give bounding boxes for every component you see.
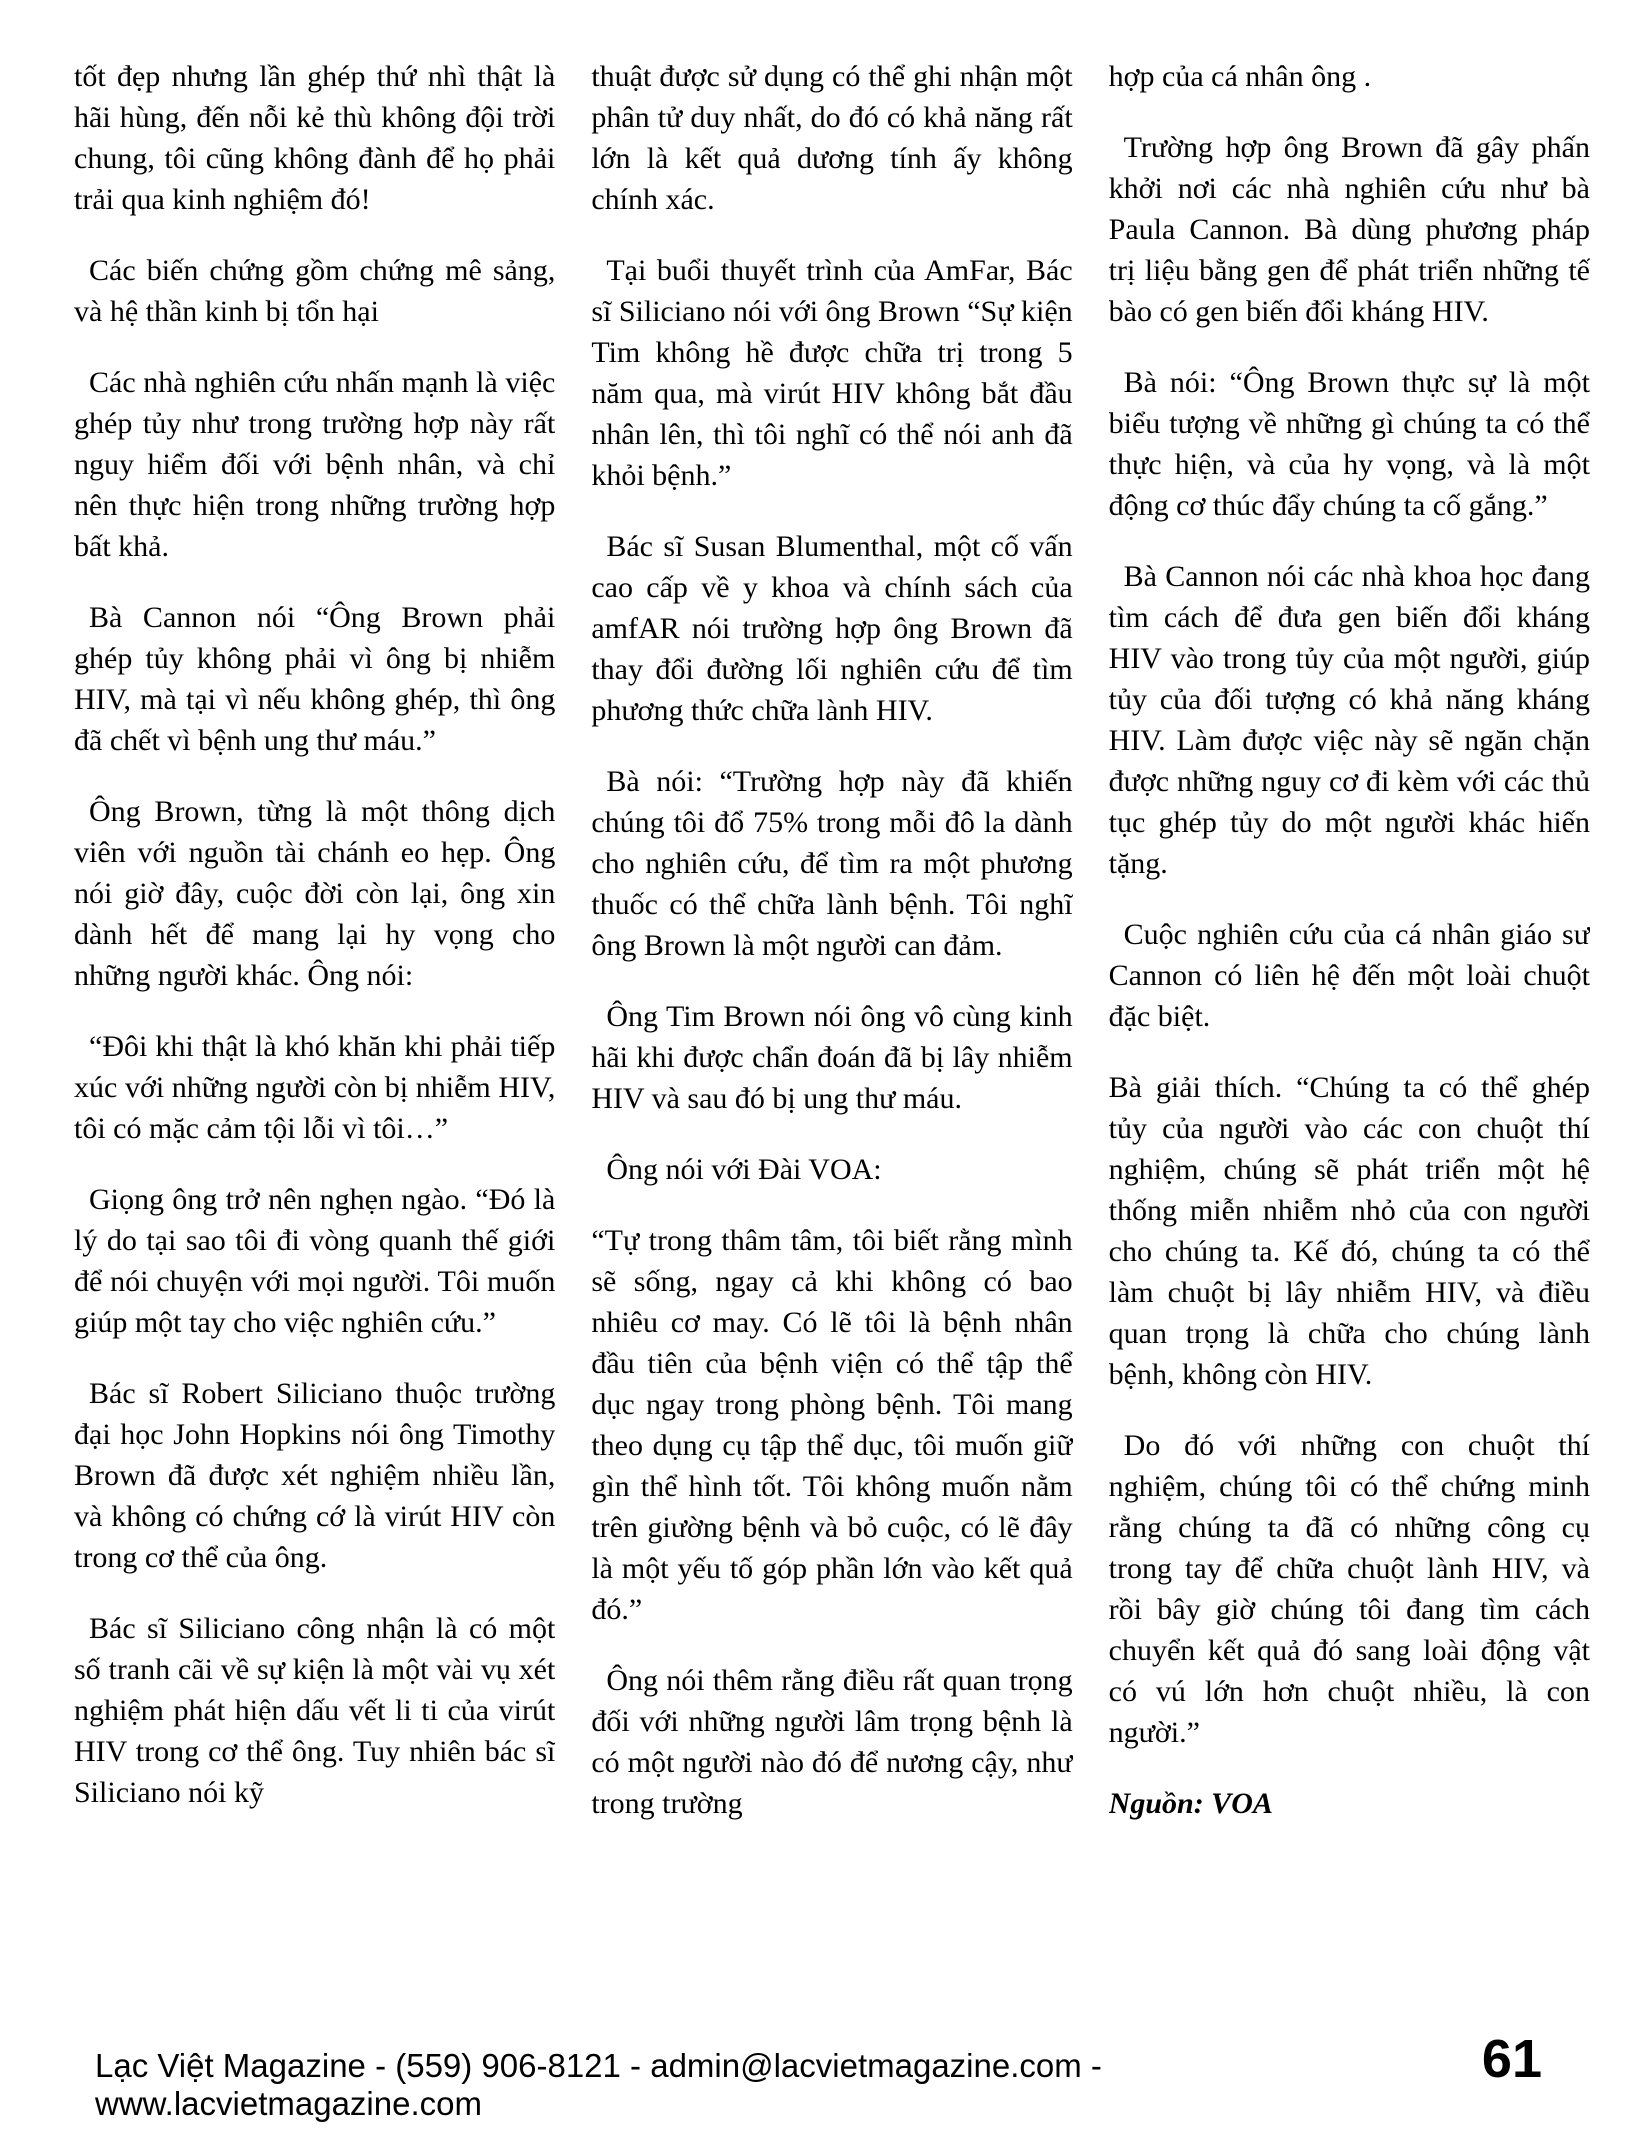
column-1 (74, 56, 555, 1996)
paragraph: Bà giải thích. “Chúng ta có thể ghép tủy của người vào các con chuột thí nghiệm, chúng sẽ phát triển một hệ thống miễn nhiễm nhỏ của con người cho chúng ta. Kế đó, chúng ta có thể làm chuột bị lây nhiễm HIV, và điều quan trọng là chữa cho chúng lành bệnh, không còn HIV. (1108, 1071, 1590, 1391)
paragraph: Cuộc nghiên cứu của cá nhân giáo sư Cannon có liên hệ đến một loài chuột đặc biệt. (1108, 918, 1590, 1033)
paragraph: hợp của cá nhân ông . (1108, 60, 1372, 93)
paragraph: Bác sĩ Robert Siliciano thuộc trường đại học John Hopkins nói ông Timothy Brown đã được xét nghiệm nhiều lần, và không có chứng cớ là virút HIV còn trong cơ thể của ông. (74, 1377, 556, 1574)
page-number: 61 (1481, 2029, 1542, 2089)
paragraph: Các biến chứng gồm chứng mê sảng, và hệ thần kinh bị tổn hại (74, 254, 556, 328)
paragraph: Ông Brown, từng là một thông dịch viên với nguồn tài chánh eo hẹp. Ông nói giờ đây, cuộc đời còn lại, ông xin dành hết để mang lại hy vọng cho những người khác. Ông nói: (74, 795, 556, 992)
page-footer (95, 2028, 1542, 2123)
paragraph: Ông nói với Đài VOA: (606, 1153, 882, 1186)
paragraph: Giọng ông trở nên nghẹn ngào. “Đó là lý do tại sao tôi đi vòng quanh thế giới để nói chuyện với mọi người. Tôi muốn giúp một tay cho việc nghiên cứu.” (74, 1183, 556, 1339)
paragraph: Tại buổi thuyết trình của AmFar, Bác sĩ Siliciano nói với ông Brown “Sự kiện Tim không hề được chữa trị trong 5 năm qua, mà virút HIV không bắt đầu nhân lên, thì tôi nghĩ có thể nói anh đã khỏi bệnh.” (591, 254, 1073, 492)
paragraph: Các nhà nghiên cứu nhấn mạnh là việc ghép tủy như trong trường hợp này rất nguy hiểm đối với bệnh nhân, và chỉ nên thực hiện trong những trường hợp bất khả. (74, 366, 556, 563)
paragraph: Ông Tim Brown nói ông vô cùng kinh hãi khi được chẩn đoán đã bị lây nhiễm HIV và sau đó bị ung thư máu. (591, 1000, 1073, 1115)
paragraph: Bà Cannon nói các nhà khoa học đang tìm cách để đưa gen biến đổi kháng HIV vào trong tủy của một người, giúp tủy của đối tượng có khả năng kháng HIV. Làm được việc này sẽ ngăn chặn được những nguy cơ đi kèm với các thủ tục ghép tủy do một người khác hiến tặng. (1108, 560, 1590, 880)
paragraph: Nguồn: VOA (1108, 1787, 1273, 1820)
paragraph: Bác sĩ Siliciano công nhận là có một số tranh cãi về sự kiện là một vài vụ xét nghiệm phát hiện dấu vết li ti của virút HIV trong cơ thể ông. Tuy nhiên bác sĩ Siliciano nói kỹ (74, 1612, 556, 1809)
paragraph: Bà nói: “Trường hợp này đã khiến chúng tôi đổ 75% trong mỗi đô la dành cho nghiên cứu, để tìm ra một phương thuốc có thể chữa lành bệnh. Tôi nghĩ ông Brown là một người can đảm. (591, 765, 1073, 962)
column-2 (591, 56, 1072, 1996)
paragraph: “Tự trong thâm tâm, tôi biết rằng mình sẽ sống, ngay cả khi không có bao nhiêu cơ may. Có lẽ tôi là bệnh nhân đầu tiên của bệnh viện có thể tập thể dục ngay trong phòng bệnh. Tôi mang theo dụng cụ tập thể dục, tôi muốn giữ gìn thể hình tốt. Tôi không muốn nằm trên giường bệnh và bỏ cuộc, có lẽ đây là một yếu tố góp phần lớn vào kết quả đó.” (591, 1224, 1073, 1626)
paragraph: tốt đẹp nhưng lần ghép thứ nhì thật là hãi hùng, đến nỗi kẻ thù không đội trời chung, tôi cũng không đành để họ phải trải qua kinh nghiệm đó! (74, 60, 556, 216)
paragraph: Trường hợp ông Brown đã gây phấn khởi nơi các nhà nghiên cứu như bà Paula Cannon. Bà dùng phương pháp trị liệu bằng gen để phát triển những tế bào có gen biến đổi kháng HIV. (1108, 131, 1590, 328)
paragraph: Ông nói thêm rằng điều rất quan trọng đối với những người lâm trọng bệnh là có một người nào đó để nương cậy, như trong trường (591, 1664, 1073, 1820)
paragraph: Do đó với những con chuột thí nghiệm, chúng tôi có thể chứng minh rằng chúng ta đã có những công cụ trong tay để chữa chuột lành HIV, và rồi bây giờ chúng tôi đang tìm cách chuyển kết quả đó sang loài động vật có vú lớn hơn chuột nhiều, là con người.” (1108, 1429, 1590, 1749)
column-3 (1109, 56, 1590, 1996)
article-columns (74, 56, 1590, 1996)
footer-contact-line: Lạc Việt Magazine - (559) 906-8121 - admin@lacvietmagazine.com - www.lacvietmagazine.com (95, 2047, 1102, 2122)
paragraph: Bà Cannon nói “Ông Brown phải ghép tủy không phải vì ông bị nhiễm HIV, mà tại vì nếu không ghép, thì ông đã chết vì bệnh ung thư máu.” (74, 601, 556, 757)
paragraph: “Đôi khi thật là khó khăn khi phải tiếp xúc với những người còn bị nhiễm HIV, tôi có mặc cảm tội lỗi vì tôi…” (74, 1030, 556, 1145)
paragraph: thuật được sử dụng có thể ghi nhận một phân tử duy nhất, do đó có khả năng rất lớn là kết quả dương tính ấy không chính xác. (591, 60, 1073, 216)
paragraph: Bà nói: “Ông Brown thực sự là một biểu tượng về những gì chúng ta có thể thực hiện, và của hy vọng, và là một động cơ thúc đẩy chúng ta cố gắng.” (1108, 366, 1590, 522)
paragraph: Bác sĩ Susan Blumenthal, một cố vấn cao cấp về y khoa và chính sách của amfAR nói trường hợp ông Brown đã thay đổi đường lối nghiên cứu để tìm phương thức chữa lành HIV. (591, 530, 1073, 727)
